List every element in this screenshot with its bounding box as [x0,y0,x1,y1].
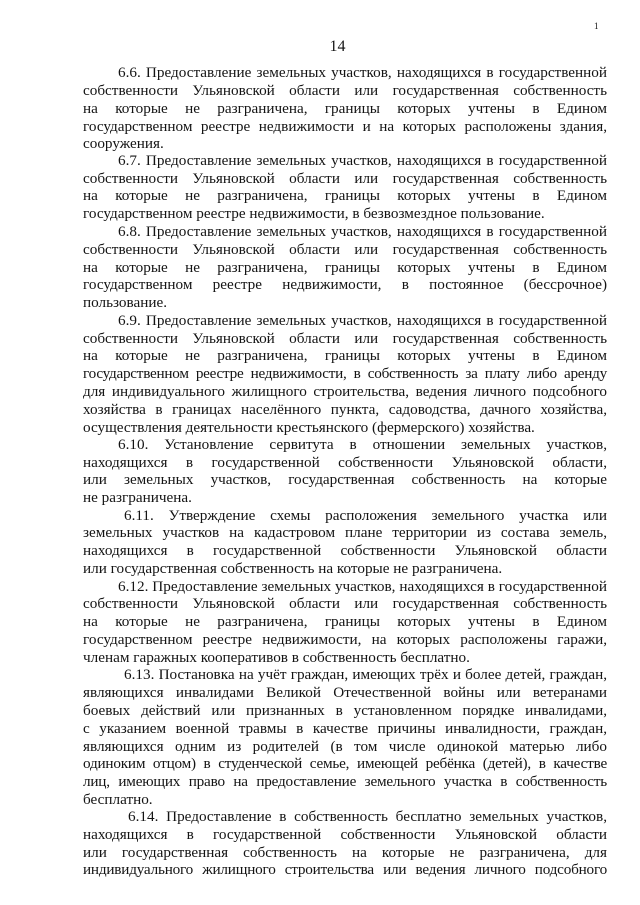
paragraph-line: государственном реестре недвижимости и на которых расположены здания, [83,118,607,135]
paragraph-line: собственности Ульяновской области или государственная собственность [83,330,607,347]
paragraph-line: на которые не разграничена, границы которых учтены в Едином [83,347,607,364]
paragraph-line: земельных участков на кадастровом плане территории из состава земель, [83,524,607,541]
paragraph-line: с указанием военной травмы в качестве причины инвалидности, граждан, [83,720,607,737]
paragraph-line: боевых действий или признанных в установленном порядке инвалидами, [83,702,607,719]
paragraph-line: 6.12. Предоставление земельных участков, находящихся в государственной [118,578,607,595]
paragraph-line: на которые не разграничена, границы которых учтены в Едином [83,613,607,630]
paragraph-line: находящихся в государственной собственности Ульяновской области [83,542,607,559]
paragraph-line: лиц, имеющих право на предоставление земельного участка в собственность [83,773,607,790]
paragraph-line: находящихся в государственной собственности Ульяновской области, [83,454,607,471]
paragraph-line: на которые не разграничена, границы которых учтены в Едином [83,100,607,117]
paragraph-line: собственности Ульяновской области или государственная собственность [83,170,607,187]
paragraph-line: государственном реестре недвижимости, на которых расположены гаражи, [83,631,607,648]
paragraph-line: 6.11. Утверждение схемы расположения земельного участка или [124,507,607,524]
paragraph-line: собственности Ульяновской области или государственная собственность [83,595,607,612]
paragraph-line: находящихся в государственной собственности Ульяновской области [83,826,607,843]
page-number: 14 [329,38,346,55]
paragraph-line: являющихся одним из родителей (в том числе одинокой матерью либо [83,738,607,755]
paragraph-line: являющихся инвалидами Великой Отечественной войны или ветеранами [83,684,607,701]
paragraph-line: одиноким отцом) в студенческой семье, имеющей ребёнка (детей), в качестве [83,755,607,772]
paragraph-line: не разграничена. [83,489,192,506]
paragraph-line: 6.13. Постановка на учёт граждан, имеющих трёх и более детей, граждан, [124,666,607,683]
paragraph-line: 6.8. Предоставление земельных участков, находящихся в государственной [118,223,607,240]
paragraph-line: или государственная собственность на которые не разграничена, для [83,844,607,861]
paragraph-line: собственности Ульяновской области или государственная собственность [83,82,607,99]
paragraph-line: осуществления деятельности крестьянского (фермерского) хозяйства. [83,419,535,436]
paragraph-line: 6.9. Предоставление земельных участков, находящихся в государственной [118,312,607,329]
paragraph-line: или земельных участков, государственная собственность на которые [83,471,607,488]
paragraph-line: государственном реестре недвижимости, в постоянное (бессрочное) [83,276,607,293]
paragraph-line: на которые не разграничена, границы которых учтены в Едином [83,259,607,276]
paragraph-line: 6.7. Предоставление земельных участков, находящихся в государственной [118,152,607,169]
paragraph-line: или государственная собственность на которые не разграничена. [83,560,503,577]
paragraph-line: собственности Ульяновской области или государственная собственность [83,241,607,258]
paragraph-line: на которые не разграничена, границы которых учтены в Едином [83,187,607,204]
paragraph-line: 6.14. Предоставление в собственность бесплатно земельных участков, [128,808,607,825]
paragraph-line: для индивидуального жилищного строительства, ведения личного подсобного [83,383,607,400]
paragraph-line: 6.6. Предоставление земельных участков, находящихся в государственной [118,64,607,81]
paragraph-line: 6.10. Установление сервитута в отношении земельных участков, [118,436,607,453]
paragraph-line: индивидуального жилищного строительства или ведения личного подсобного [83,861,607,878]
paragraph-line: членам гаражных кооперативов в собственность бесплатно. [83,649,470,666]
paragraph-line: пользование. [83,294,168,311]
paragraph-line: сооружения. [83,135,164,152]
paragraph-line: государственном реестре недвижимости, в собственность за плату либо аренду [83,365,607,382]
paragraph-line: государственном реестре недвижимости, в безвозмездное пользование. [83,205,545,222]
paragraph-line: хозяйства в границах населённого пункта, садоводства, дачного хозяйства, [83,401,607,418]
corner-mark: 1 [594,21,599,31]
paragraph-line: бесплатно. [83,791,153,808]
